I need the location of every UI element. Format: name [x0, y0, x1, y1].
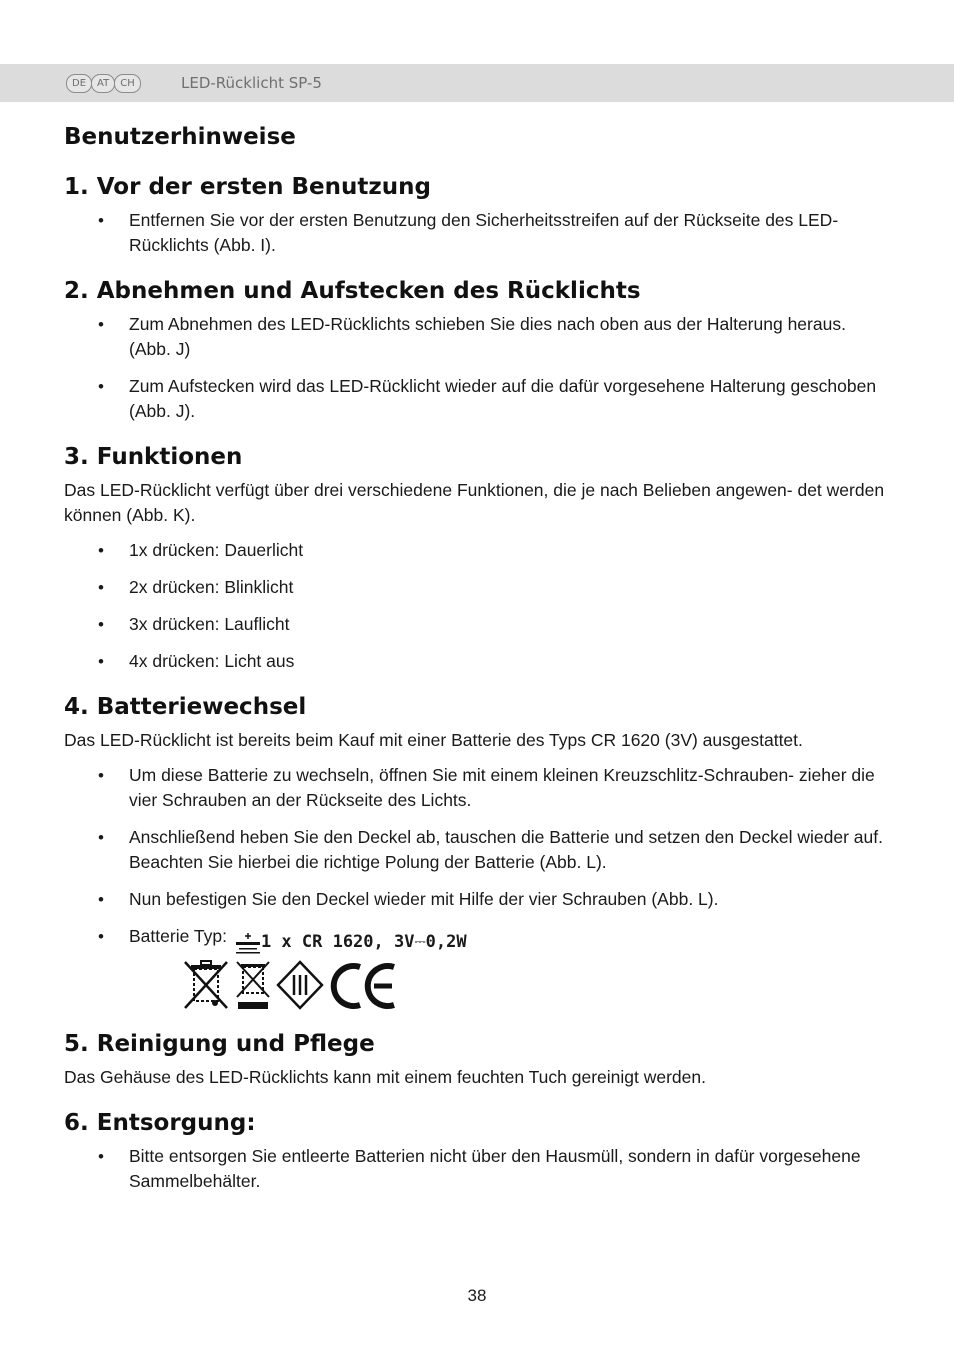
section-4-list [64, 763, 890, 955]
section-2-list [64, 312, 890, 424]
ce-mark-icon [328, 959, 400, 1011]
badge-de: DE [66, 74, 92, 93]
compliance-symbols [182, 959, 890, 1011]
list-item: • 4x drücken: Licht aus [64, 649, 890, 674]
list-item: • 1x drücken: Dauerlicht [64, 538, 890, 563]
battery-spec [235, 930, 467, 955]
battery-icon [235, 932, 261, 954]
section-4-intro: Das LED-Rücklicht ist bereits beim Kauf mit einer Batterie des Typs CR 1620 (3V) ausgestattet. [64, 730, 803, 750]
badge-at: AT [91, 74, 115, 93]
header-title: LED-Rücklicht SP-5 [181, 74, 322, 92]
battery-spec-text: 1 x CR 1620, 3V [260, 932, 415, 952]
battery-power: 0,2W [425, 932, 467, 952]
section-1-list [64, 208, 890, 258]
section-6-heading: 6. Entsorgung: [64, 1110, 256, 1136]
dc-symbol: ⎓ [414, 934, 426, 950]
list-item: • Nun befestigen Sie den Deckel wieder mit Hilfe der vier Schrauben (Abb. L). [64, 887, 890, 912]
list-item: • Bitte entsorgen Sie entleerte Batterien nicht über den Hausmüll, sondern in dafür vorgesehene Sammelbehälter. [64, 1144, 890, 1194]
crossed-bin-with-bar-icon [234, 959, 272, 1011]
list-item: • Entfernen Sie vor der ersten Benutzung den Sicherheitsstreifen auf der Rückseite des LED-Rücklichts (Abb. I). [64, 208, 890, 258]
section-4-heading: 4. Batteriewechsel [64, 694, 307, 720]
section-5-intro: Das Gehäuse des LED-Rücklichts kann mit einem feuchten Tuch gereinigt werden. [64, 1067, 706, 1087]
section-1-heading: 1. Vor der ersten Benutzung [64, 174, 431, 200]
list-item-battery [64, 924, 890, 955]
page-number: 38 [467, 1286, 487, 1305]
list-item: • Anschließend heben Sie den Deckel ab, tauschen die Batterie und setzen den Deckel wieder auf. Beachten Sie hierbei die richtige Polung der Batterie (Abb. L). [64, 825, 890, 875]
class-iii-icon [276, 959, 324, 1011]
list-item: • 2x drücken: Blinklicht [64, 575, 890, 600]
battery-line [129, 924, 890, 955]
section-3-heading: 3. Funktionen [64, 444, 243, 470]
crossed-bin-icon [182, 959, 230, 1011]
list-item: • Um diese Batterie zu wechseln, öffnen Sie mit einem kleinen Kreuzschlitz-Schrauben- zieher die vier Schrauben an der Rückseite des Lichts. [64, 763, 890, 813]
page-title: Benutzerhinweise [64, 124, 296, 150]
section-6-list [64, 1144, 890, 1194]
page-content [64, 124, 890, 1206]
header-bar [0, 64, 954, 102]
list-item: • Zum Aufstecken wird das LED-Rücklicht wieder auf die dafür vorgesehene Halterung geschoben (Abb. J). [64, 374, 890, 424]
list-item: • Zum Abnehmen des LED-Rücklichts schieben Sie dies nach oben aus der Halterung heraus. (Abb. J) [64, 312, 890, 362]
list-item: • 3x drücken: Lauflicht [64, 612, 890, 637]
battery-label: • Batterie Typ: [129, 926, 227, 946]
section-2-heading: 2. Abnehmen und Aufstecken des Rücklichts [64, 278, 641, 304]
country-badges [66, 74, 140, 93]
section-3-intro: Das LED-Rücklicht verfügt über drei verschiedene Funktionen, die je nach Belieben angewen- det werden können (Abb. K). [64, 480, 885, 525]
section-5-heading: 5. Reinigung und Pflege [64, 1031, 375, 1057]
badge-ch: CH [114, 74, 141, 93]
section-3-list [64, 538, 890, 674]
